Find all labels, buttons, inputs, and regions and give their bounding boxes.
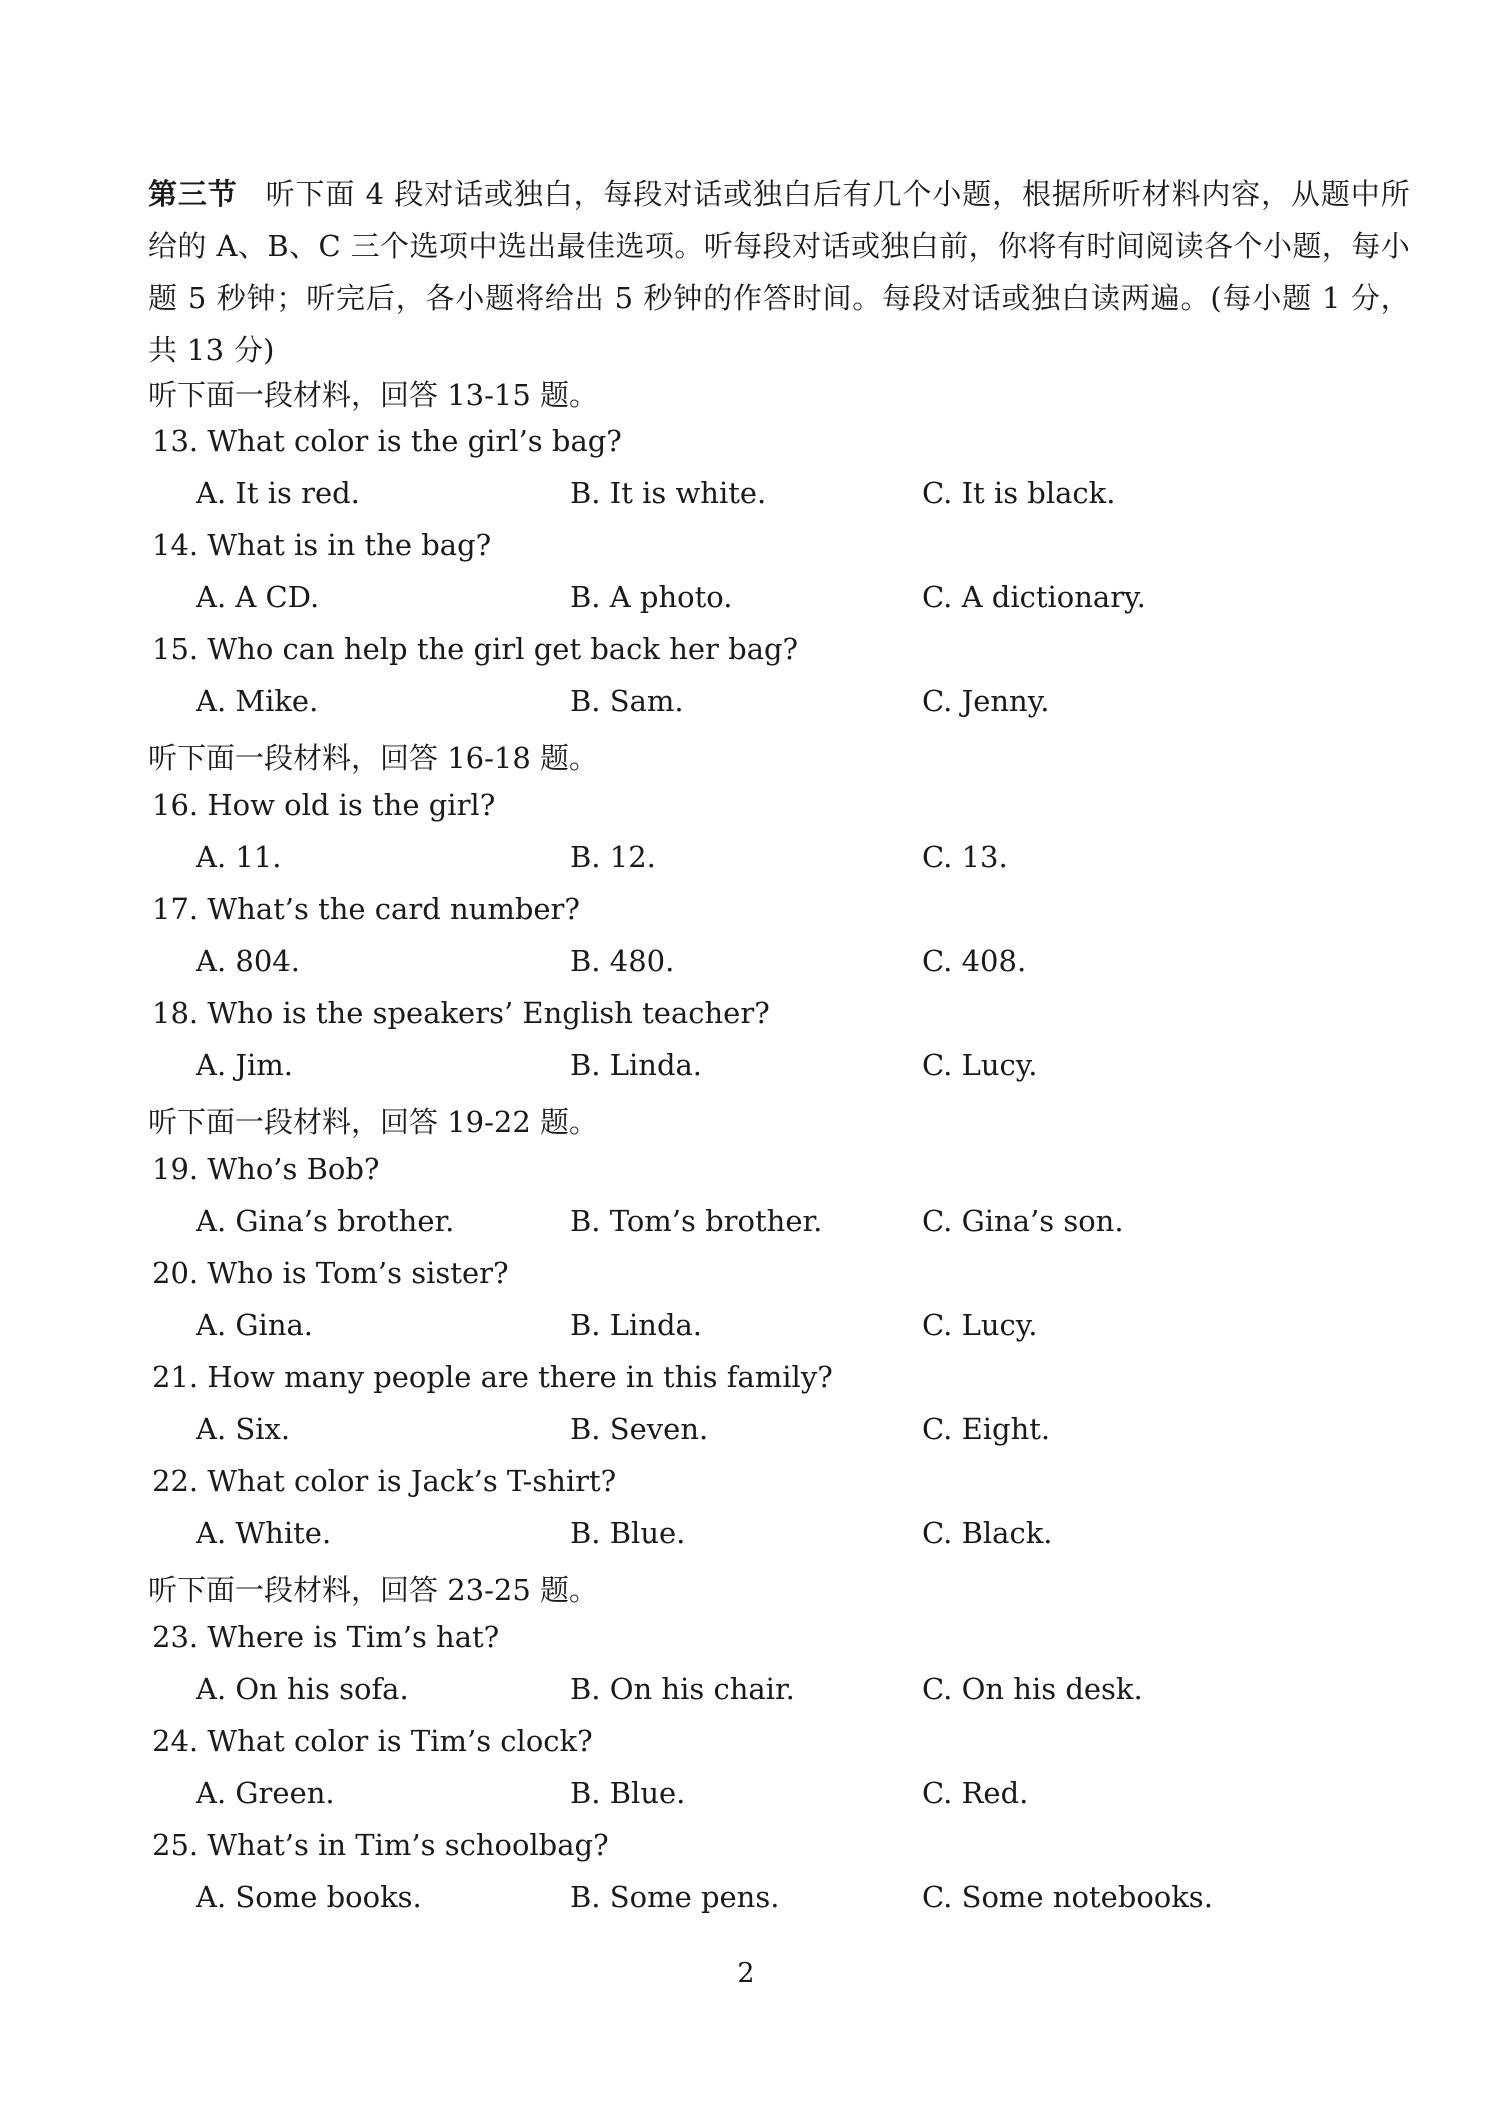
option-b: B. Linda. [570,1308,703,1342]
option-a: A. 804. [196,944,300,978]
section-instructions-text: 听下面 4 段对话或独白，每段对话或独白后有几个小题，根据所听材料内容，从题中所给的 A、B、C 三个选项中选出最佳选项。听每段对话或独白前，你将有时间阅读各个小题，每小题 5 秒钟；听完后，各小题将给出 5 秒钟的作答时间。每段对话或独白读两遍。(每小题 1 分，共 13 分) [148,177,1410,367]
group-title: 听下面一段材料，回答 19-22 题。 [148,1105,599,1139]
option-a: A. Gina. [196,1308,314,1342]
option-a: A. Jim. [196,1048,293,1082]
question-stem: 15. Who can help the girl get back her bag? [152,632,799,666]
option-a: A. Mike. [196,684,319,718]
option-c: C. A dictionary. [922,580,1146,614]
option-b: B. A photo. [570,580,733,614]
page-number: 2 [737,1958,755,1989]
question-stem: 14. What is in the bag? [152,528,492,562]
option-c: C. Jenny. [922,684,1050,718]
group-title: 听下面一段材料，回答 16-18 题。 [148,741,599,775]
question-stem: 19. Who’s Bob? [152,1152,380,1186]
option-b: B. Blue. [570,1516,686,1550]
question-stem: 23. Where is Tim’s hat? [152,1620,500,1654]
option-c: C. Gina’s son. [922,1204,1124,1238]
option-a: A. 11. [196,840,282,874]
question-stem: 16. How old is the girl? [152,788,496,822]
option-c: C. Eight. [922,1412,1051,1446]
option-c: C. 13. [922,840,1008,874]
option-b: B. On his chair. [570,1672,795,1706]
option-c: C. It is black. [922,476,1116,510]
option-a: A. A CD. [196,580,320,614]
option-b: B. Blue. [570,1776,686,1810]
option-b: B. 12. [570,840,656,874]
option-b: B. Seven. [570,1412,709,1446]
section-heading: 第三节 [148,177,238,211]
question-stem: 25. What’s in Tim’s schoolbag? [152,1828,609,1862]
option-b: B. Tom’s brother. [570,1204,823,1238]
option-c: C. On his desk. [922,1672,1143,1706]
option-c: C. Black. [922,1516,1053,1550]
option-c: C. Lucy. [922,1048,1038,1082]
question-stem: 18. Who is the speakers’ English teacher? [152,996,770,1030]
option-c: C. Red. [922,1776,1029,1810]
option-c: C. 408. [922,944,1027,978]
question-stem: 22. What color is Jack’s T-shirt? [152,1464,617,1498]
option-a: A. On his sofa. [196,1672,409,1706]
group-title: 听下面一段材料，回答 13-15 题。 [148,378,599,412]
option-a: A. It is red. [196,476,360,510]
option-c: C. Some notebooks. [922,1880,1213,1914]
option-c: C. Lucy. [922,1308,1038,1342]
option-a: A. Gina’s brother. [196,1204,455,1238]
question-stem: 20. Who is Tom’s sister? [152,1256,509,1290]
option-b: B. Sam. [570,684,684,718]
option-b: B. 480. [570,944,675,978]
option-a: A. Some books. [196,1880,422,1914]
option-b: B. Some pens. [570,1880,780,1914]
question-stem: 13. What color is the girl’s bag? [152,424,622,458]
question-stem: 21. How many people are there in this family? [152,1360,833,1394]
question-stem: 24. What color is Tim’s clock? [152,1724,593,1758]
section-instructions [148,168,1410,376]
option-a: A. White. [196,1516,332,1550]
group-title: 听下面一段材料，回答 23-25 题。 [148,1573,599,1607]
option-a: A. Green. [196,1776,335,1810]
option-b: B. Linda. [570,1048,703,1082]
option-b: B. It is white. [570,476,767,510]
question-stem: 17. What’s the card number? [152,892,580,926]
option-a: A. Six. [196,1412,291,1446]
